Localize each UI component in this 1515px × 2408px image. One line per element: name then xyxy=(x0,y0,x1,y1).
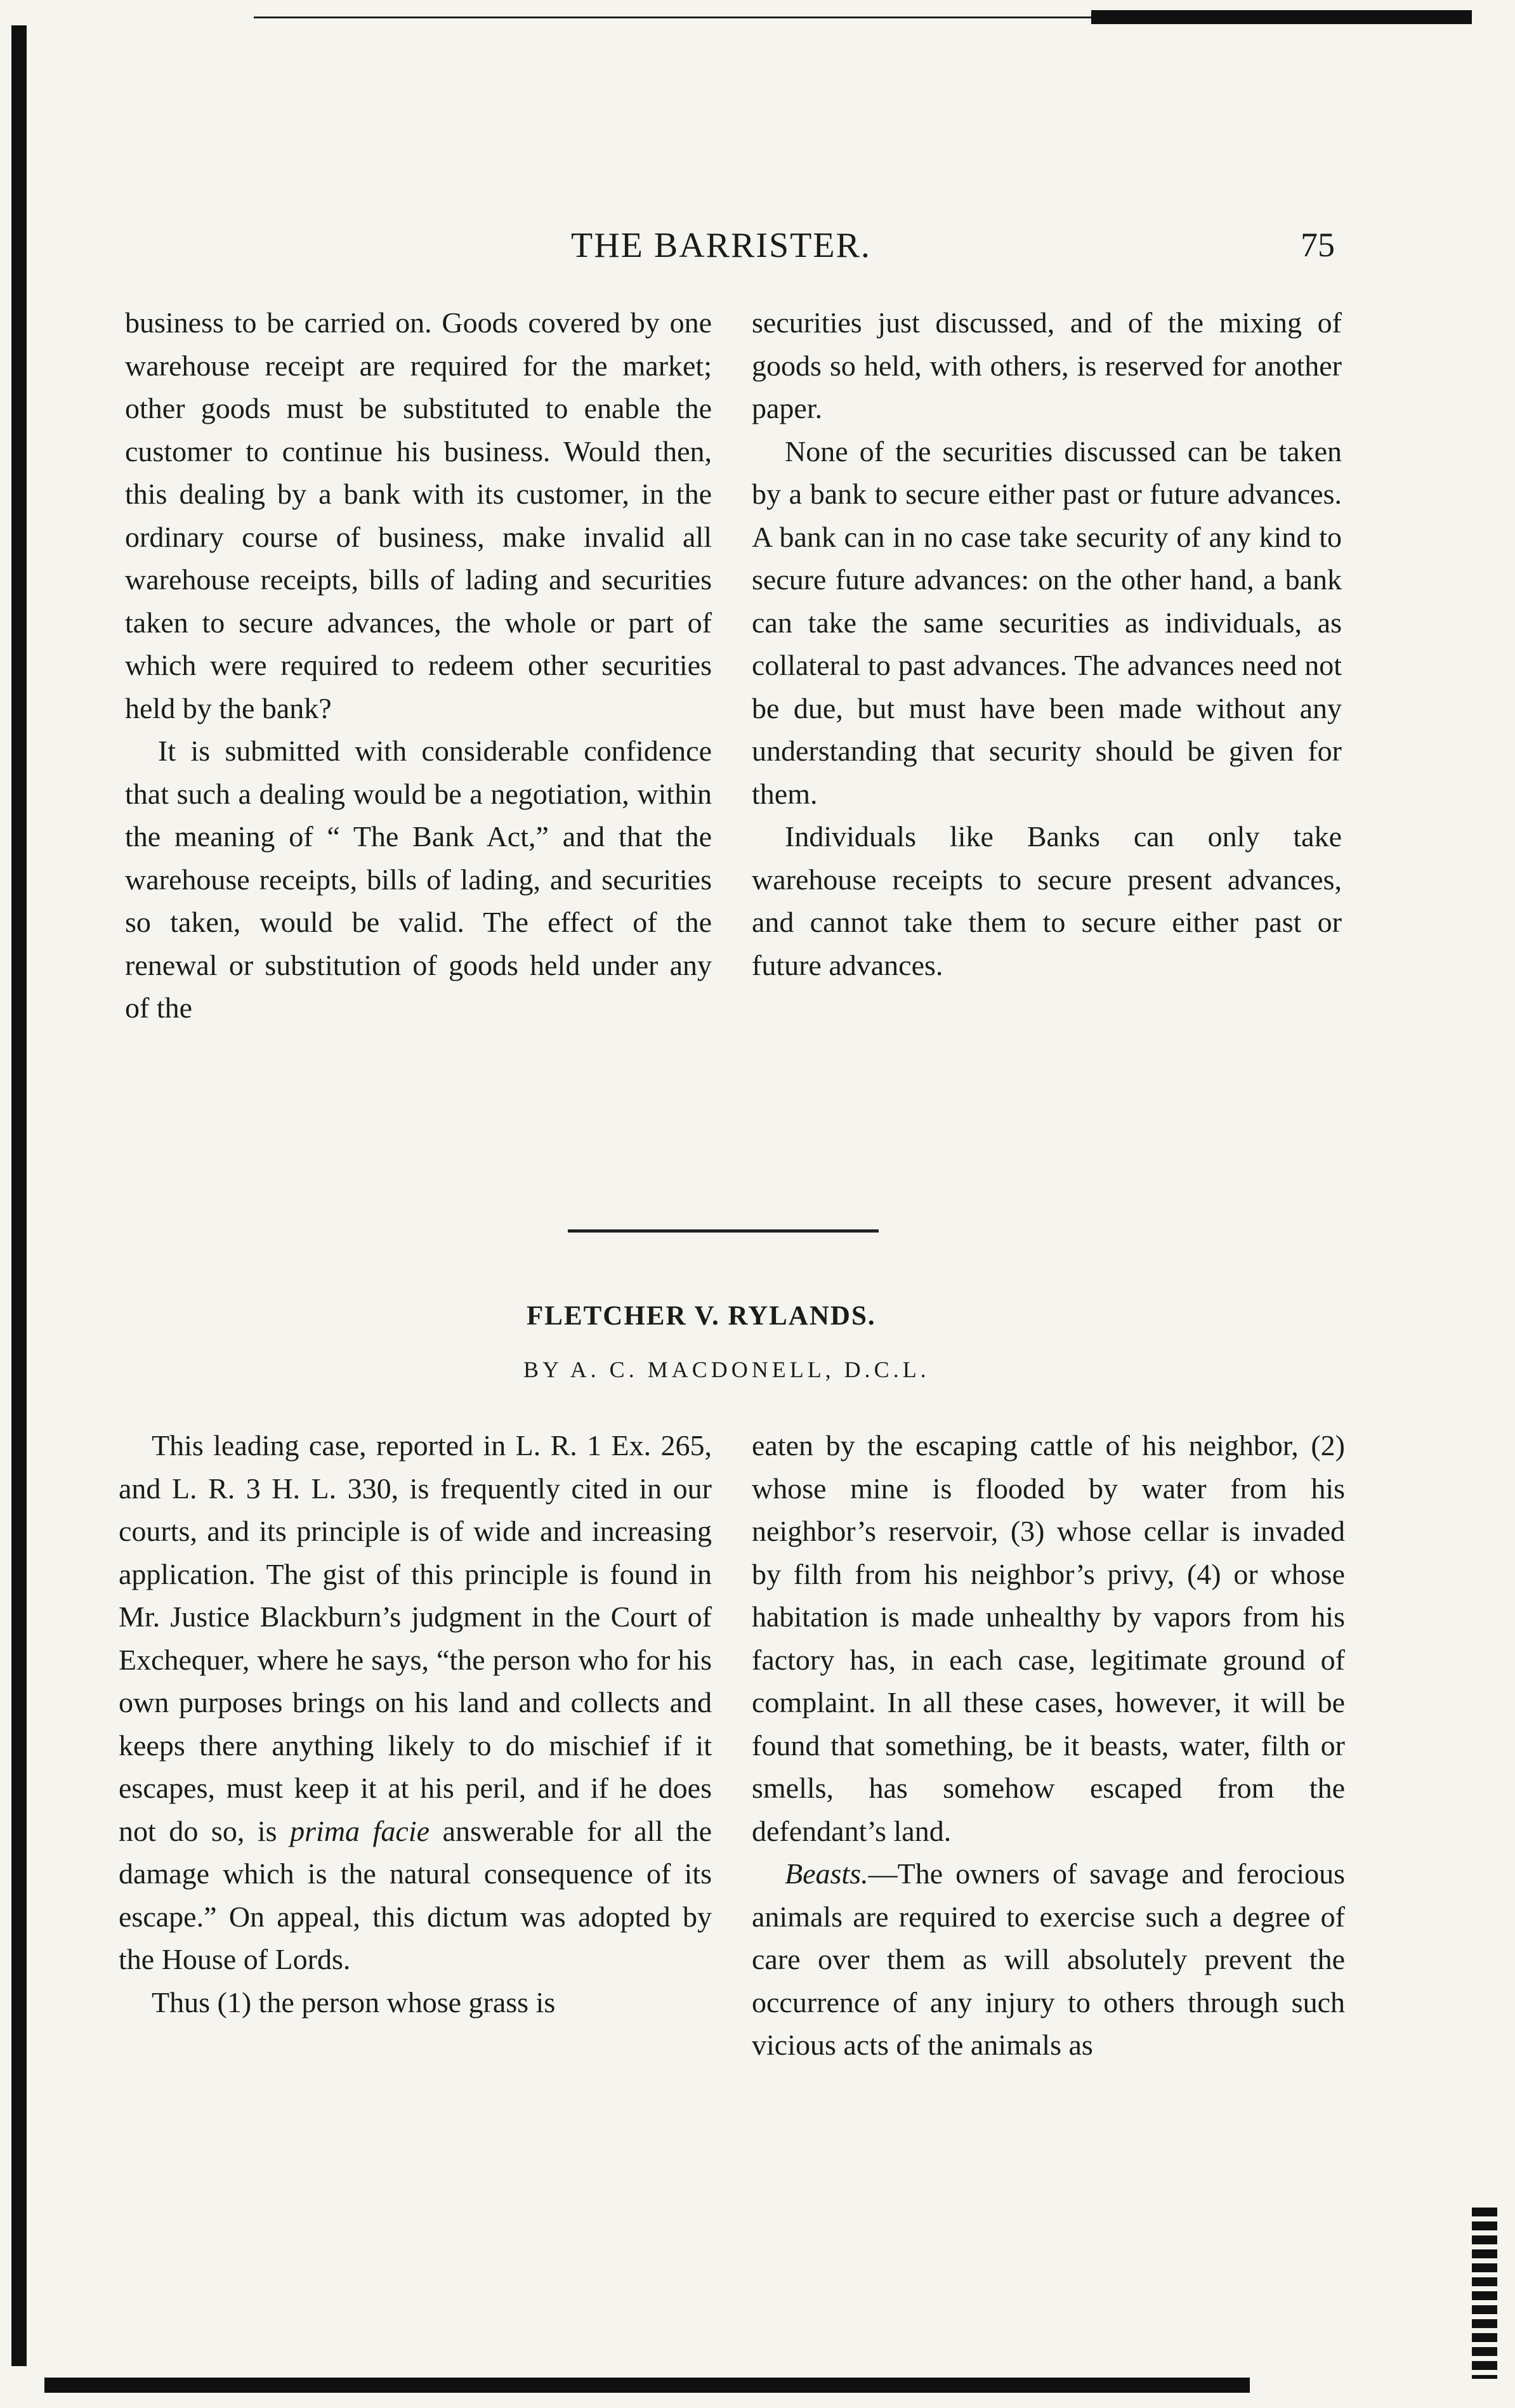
paragraph-text: This leading case, reported in L. R. 1 Ex. 265, and L. R. 3 H. L. 330, is frequently cited in our courts, and its principle is of wide and increasing application. The gist of this principle is found in Mr. Justice Blackburn’s judgment in the Court of Exchequer, where he says, “the person who for his own purposes brings on his land and collects and keeps there anything likely to do mischief if it escapes, must keep it at his peril, and if he does not do so, is xyxy=(119,1429,712,1847)
article-column-right xyxy=(752,1424,1345,2067)
page-number: 75 xyxy=(1301,226,1335,264)
scan-edge-right xyxy=(1472,2208,1497,2379)
italic-heading: Beasts. xyxy=(785,1857,869,1890)
scan-edge-left xyxy=(11,25,27,2366)
scan-top-rule xyxy=(254,10,1472,24)
paragraph xyxy=(752,1852,1345,2067)
upper-column-left xyxy=(125,301,712,1030)
paragraph: eaten by the escaping cattle of his neighbor, (2) whose mine is flooded by water from his neighbor’s reservoir, (3) whose cellar is invaded by filth from his neighbor’s privy, (4) or whose habitation is made unhealthy by vapors from his factory has, in each case, legitimate ground of complaint. In all these cases, however, it will be found that something, be it beasts, water, filth or smells, has somehow escaped from the defendant’s land. xyxy=(752,1429,1345,1847)
paragraph-text: answerable for all the damage which is the natural consequence of its escape.” On appeal, this dictum was adopted by the House of Lords. xyxy=(119,1814,712,1975)
paragraph: Thus (1) the person whose grass is xyxy=(152,1986,556,2019)
article-byline: BY A. C. MACDONELL, D.C.L. xyxy=(523,1357,930,1382)
section-divider xyxy=(568,1229,879,1233)
paragraph: securities just discussed, and of the mixing of goods so held, with others, is reserved for another paper. xyxy=(752,306,1342,424)
paragraph-text: —The owners of savage and ferocious animals are required to exercise such a degree of care over them as will absolutely prevent the occurrence of any injury to others through such vicious acts of the animals as xyxy=(752,1857,1345,2061)
paragraph: business to be carried on. Goods covered by one warehouse receipt are required for the market; other goods must be substituted to enable the customer to continue his business. Would then, this dealing by a bank with its customer, in the ordinary course of business, make invalid all warehouse receipts, bills of lading and securities taken to secure advances, the whole or part of which were required to redeem other securities held by the bank? xyxy=(125,306,712,724)
scan-bottom-rule xyxy=(44,2378,1250,2393)
article-column-left xyxy=(119,1424,712,2024)
running-head: THE BARRISTER. xyxy=(571,226,871,265)
paragraph xyxy=(119,1424,712,1981)
paragraph: Individuals like Banks can only take warehouse receipts to secure present advances, and cannot take them to secure either past or future advances. xyxy=(752,820,1342,981)
upper-column-right xyxy=(752,301,1342,986)
italic-phrase: prima facie xyxy=(290,1814,430,1847)
paragraph: None of the securities discussed can be taken by a bank to secure either past or future advances. A bank can in no case take security of any kind to secure future advances: on the other hand, a bank can take the same securities as individuals, as collateral to past advances. The advances need not be due, but must have been made without any understanding that security should be given for them. xyxy=(752,435,1342,810)
article-title: FLETCHER V. RYLANDS. xyxy=(527,1301,876,1331)
paragraph: It is submitted with considerable confidence that such a dealing would be a negotiation, within the meaning of “ The Bank Act,” and that the warehouse receipts, bills of lading, and securities so taken, would be valid. The effect of the renewal or substitution of goods held under any of the xyxy=(125,735,712,1024)
